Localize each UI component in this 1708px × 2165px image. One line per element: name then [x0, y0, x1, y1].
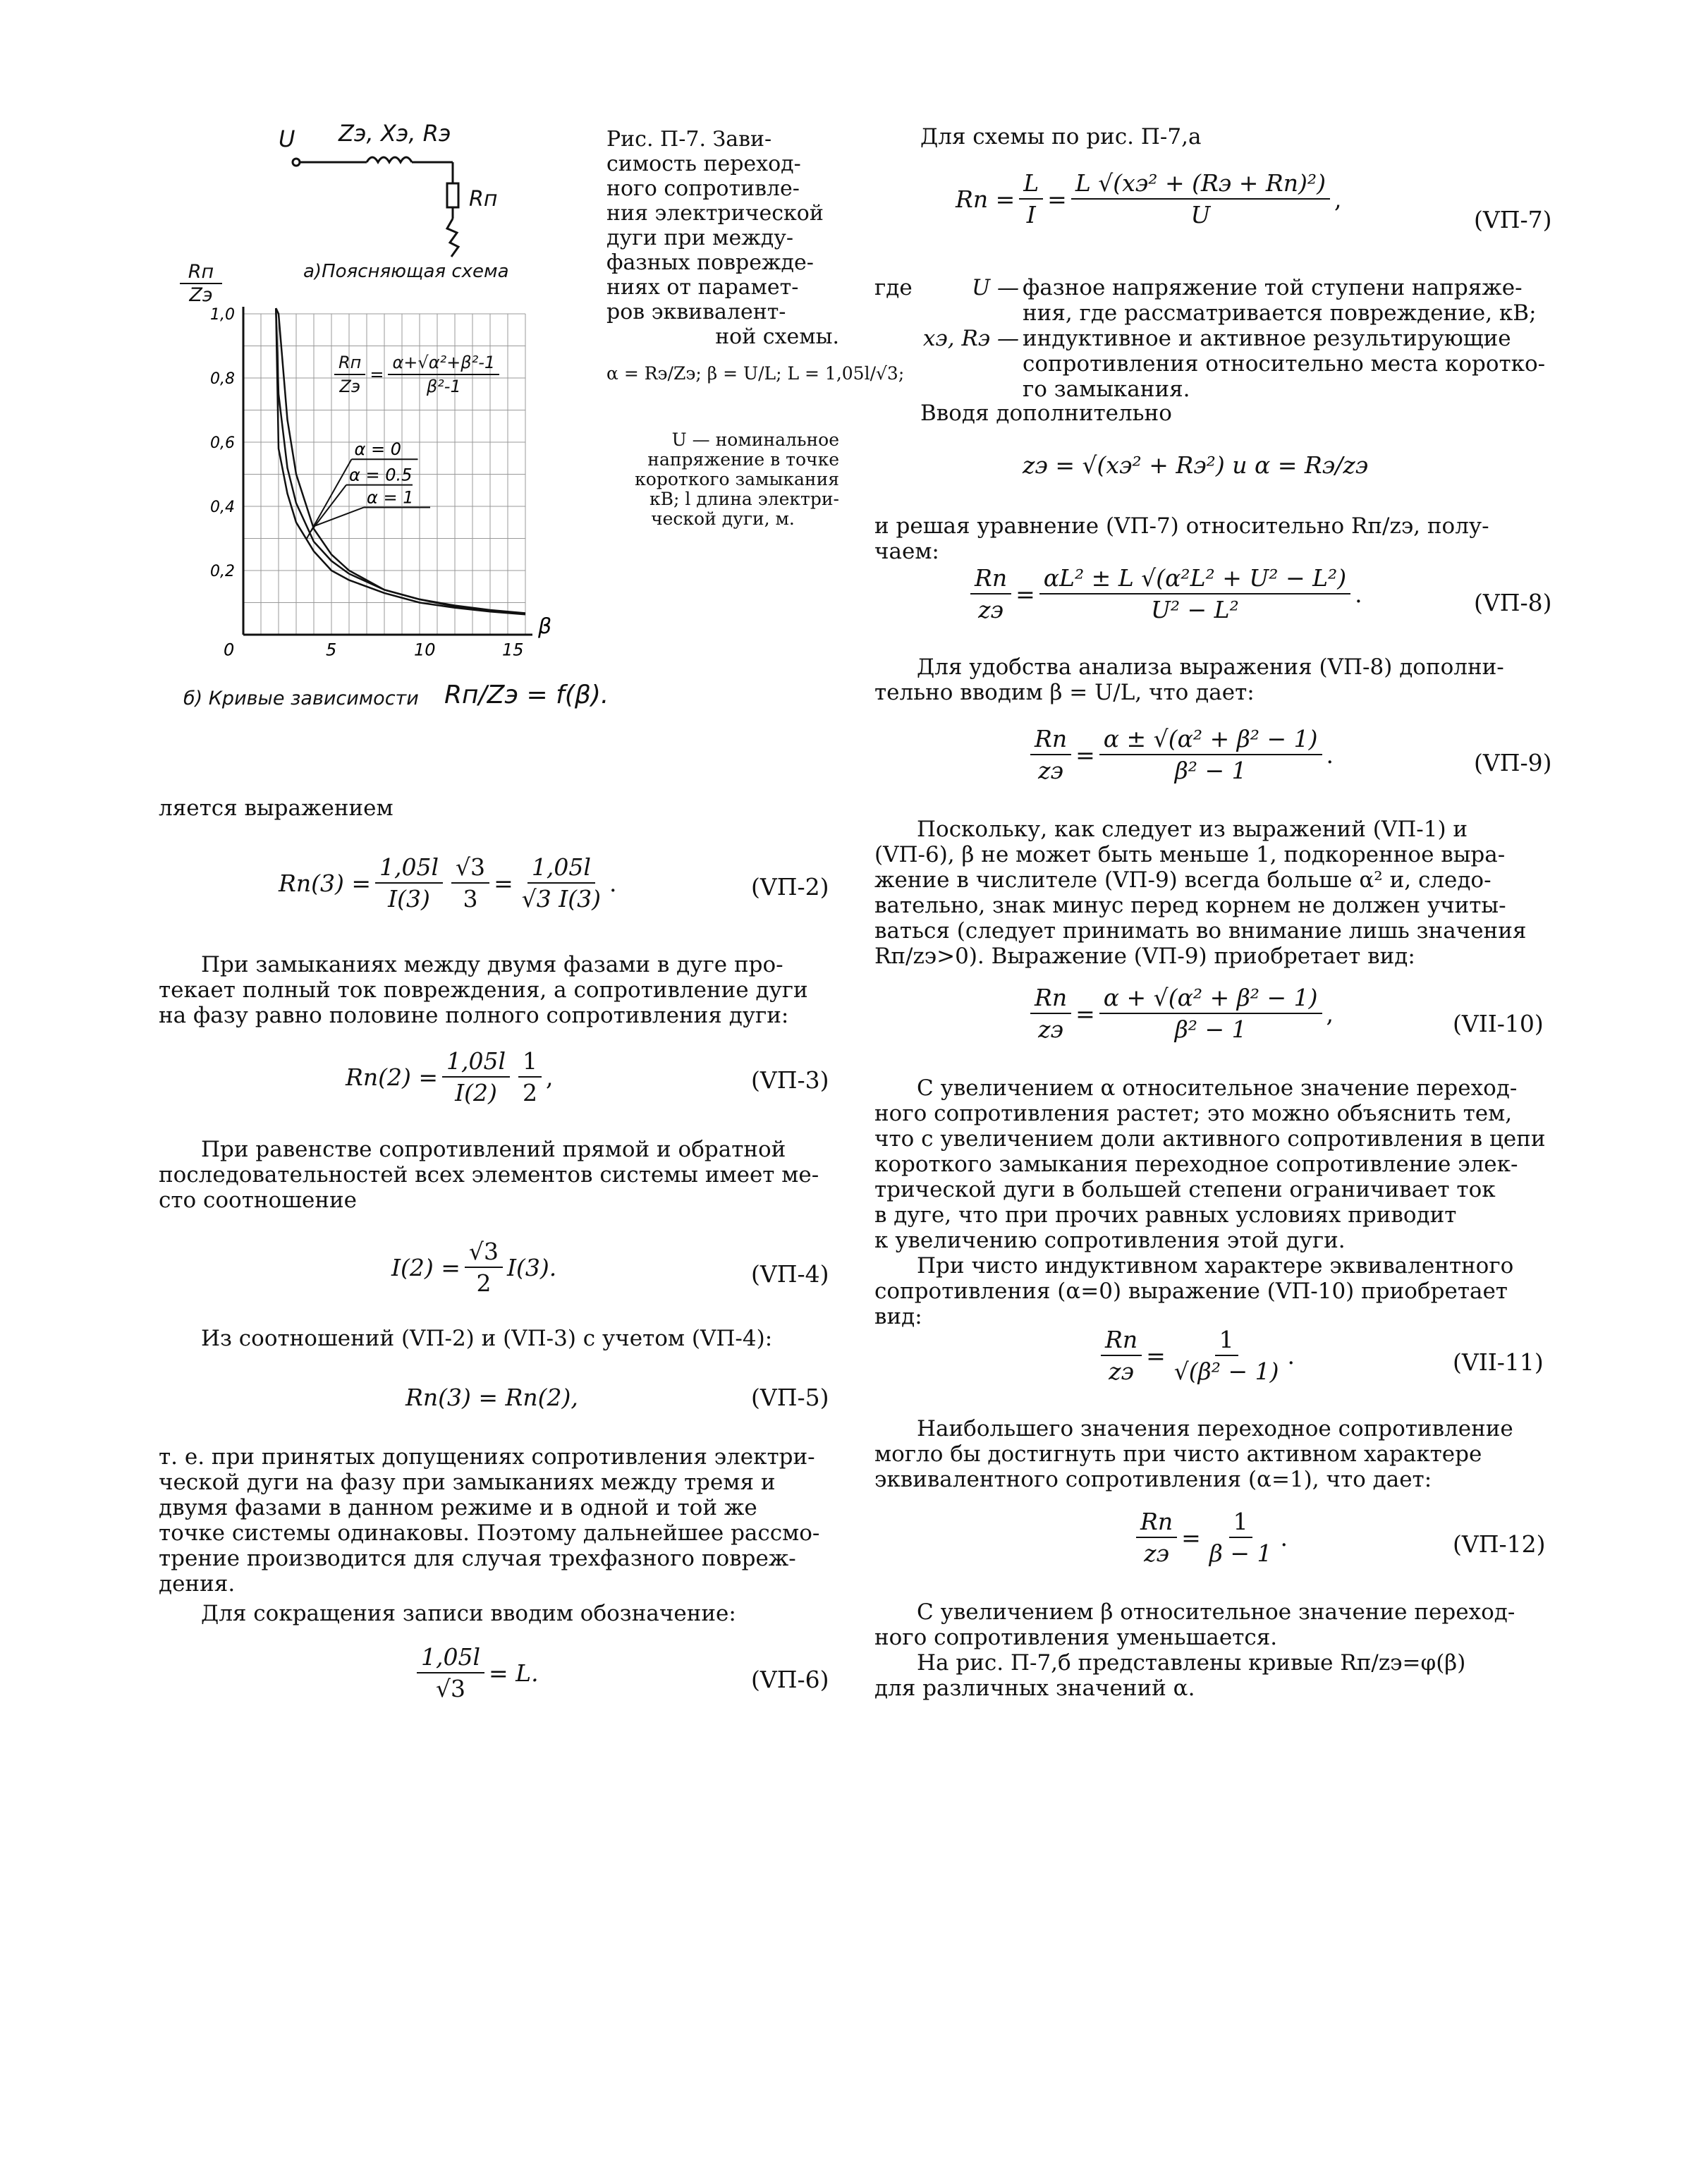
rp-label: Rп	[469, 187, 498, 212]
equation-vp2: Rп(3) = $\frac{1,05l}{I(3)}$ $\frac{√3}{3}$ = $\frac{1,05l}{√3 I(3)}$ .	[279, 853, 617, 913]
paragraph: С увеличением β относительное значение переход- ного сопротивления уменьшается.	[874, 1599, 1515, 1650]
bottom-formula: Rп/Zэ = f(β).	[444, 681, 609, 709]
paragraph: Для схемы по рис. П-7,а	[920, 124, 1202, 150]
caption-line: ного сопротивле-	[606, 176, 800, 201]
caption-line: симость переход-	[606, 152, 801, 176]
equation-number: (VII-10)	[1453, 1010, 1544, 1037]
equation-number: (VП-5)	[751, 1384, 829, 1411]
equation-vp6: $\frac{1,05l}{√3}$ = L.	[413, 1643, 539, 1702]
x-axis-label: β	[538, 614, 552, 639]
caption-line: дуги при между-	[606, 226, 794, 250]
equation-number: (VП-3)	[751, 1066, 829, 1094]
caption-line: ния электрической	[606, 201, 824, 226]
equation-vp4: I(2) = $\frac{√3}{2}$ I(3).	[391, 1238, 557, 1297]
inductor	[367, 157, 412, 162]
caption-line: Рис. П-7. Зави-	[606, 127, 772, 152]
x-tick-label: 15	[502, 640, 524, 660]
equation-number: (VII-11)	[1453, 1348, 1544, 1376]
paragraph: Для удобства анализа выражения (VП-8) дополни- тельно вводим β = U/L, что дает:	[874, 654, 1504, 705]
equation-vp7: Rп = $\frac{L}{I}$ = $\frac{\text{L √(xэ² + (Rэ + Rп)²)}}{U}$ ,	[956, 169, 1342, 228]
arc-resistor	[447, 183, 458, 207]
paragraph: ляется выражением	[159, 795, 394, 821]
equation-vp11: $\frac{Rп}{zэ}$ = $\frac{1}{\text{√(β² − 1)}}$ .	[1097, 1326, 1295, 1385]
paragraph: т. е. при принятых допущениях сопротивления электри- ческой дуги на фазу при замыканиях между тремя и двумя фазами в данном режиме и в одной и той же точке системы одинаковы. Поэтому дальнейшее рассмо- трение производится для случая трехфазного повреж- дения.	[159, 1444, 820, 1597]
caption-defs: α = Rэ/Zэ; β = U/L; L = 1,05l/√3;	[606, 363, 905, 384]
definition: индуктивное и активное результирующие сопротивления относительно места коротко- го замыкания.	[1023, 326, 1546, 402]
equation-number: (VП-12)	[1453, 1530, 1546, 1558]
equation-vp3: Rп(2) = $\frac{1,05l}{I(2)}$ $\frac{1}{2}$ ,	[346, 1047, 554, 1106]
equation-number: (VП-4)	[751, 1260, 829, 1288]
curve-label: α = 0.5	[349, 465, 413, 485]
y-tick-label: 0,2	[210, 563, 235, 580]
y-tick-label: 0,8	[210, 370, 235, 388]
equation-number: (VП-7)	[1474, 206, 1552, 233]
y-tick-label: 0,6	[210, 434, 235, 452]
caption-line: ной схемы.	[715, 324, 839, 349]
chart	[190, 289, 585, 684]
voltage-label: U	[279, 126, 295, 152]
term-u: U —	[972, 275, 1019, 300]
curve-label: α = 1	[367, 487, 414, 508]
paragraph: При чисто индуктивном характере эквивалентного сопротивления (α=0) выражение (VП-10) приобретает вид:	[874, 1253, 1514, 1329]
paragraph: и решая уравнение (VП-7) относительно Rп/zэ, полу- чаем:	[874, 513, 1489, 564]
equation-vp9: $\frac{Rп}{zэ}$ = $\frac{\text{α ± √(α² + β² − 1)}}{\text{β² − 1}}$ .	[1026, 725, 1334, 784]
equation-vp8: $\frac{Rп}{zэ}$ = $\frac{\text{αL² ± L √(α²L² + U² − L²)}}{\text{U² − L²}}$ .	[966, 564, 1362, 623]
paragraph: На рис. П-7,б представлены кривые Rп/zэ=φ(β) для различных значений α.	[874, 1650, 1466, 1701]
paragraph: Вводя дополнительно	[920, 401, 1172, 426]
paragraph: При замыканиях между двумя фазами в дуге про- текает полный ток повреждения, а сопротивление дуги на фазу равно половине полного сопротивления дуги:	[159, 952, 808, 1028]
source-terminal	[293, 159, 300, 166]
paragraph: Наибольшего значения переходное сопротивление могло бы достигнуть при чисто активном характере эквивалентного сопротивления (α=1), что дает:	[874, 1416, 1513, 1492]
chart-formula: $\frac{Rп}{Zэ}$ = $\frac{\text{α+√α²+β²-1}}{\text{β²-1}}$	[330, 353, 504, 396]
impedance-label: Zэ, Xэ, Rэ	[338, 120, 451, 147]
arc-symbol	[447, 219, 458, 257]
equation-vp10: $\frac{Rп}{zэ}$ = $\frac{\text{α + √(α² + β² − 1)}}{\text{β² − 1}}$ ,	[1026, 984, 1334, 1043]
bottom-caption: б) Кривые зависимости	[183, 688, 419, 709]
equation-number: (VП-8)	[1474, 589, 1552, 616]
equation-vp5: Rп(3) = Rп(2),	[405, 1384, 578, 1411]
scheme-caption: а)Поясняющая схема	[303, 261, 509, 282]
paragraph: Поскольку, как следует из выражений (VП-1) и (VП-6), β не может быть меньше 1, подкоренное выра- жение в числителе (VП-9) всегда больше α² и, следо- вательно, знак минус перед корнем не должен учиты- ваться (следует принимать во внимание лишь значения Rп/zэ>0). Выражение (VП-9) приобретает вид:	[874, 817, 1527, 969]
y-tick-label: 1,0	[210, 306, 235, 324]
term-xe-re: xэ, Rэ —	[922, 326, 1019, 351]
equation-ze: zэ = √(xэ² + Rэ²) и α = Rэ/zэ	[1023, 451, 1369, 479]
x-tick-label: 0	[224, 640, 235, 660]
caption-line: ров эквивалент-	[606, 300, 786, 324]
paragraph: Для сокращения записи вводим обозначение:	[201, 1601, 736, 1626]
x-tick-label: 5	[326, 640, 337, 660]
where-label: где	[874, 275, 913, 300]
curve-label: α = 0	[354, 439, 401, 460]
equation-number: (VП-2)	[751, 873, 829, 901]
paragraph: При равенстве сопротивлений прямой и обратной последовательностей всех элементов системы имеет ме- сто соотношение	[159, 1137, 819, 1213]
paragraph: Из соотношений (VП-2) и (VП-3) с учетом (VП-4):	[201, 1326, 773, 1351]
y-axis-label: Rп Zэ	[180, 261, 222, 306]
x-tick-label: 10	[414, 640, 436, 660]
equation-number: (VП-9)	[1474, 749, 1552, 776]
definition: фазное напряжение той ступени напряже- ния, где рассматривается повреждение, кВ;	[1023, 275, 1537, 326]
figure-caption	[606, 127, 839, 349]
caption-line: ниях от парамет-	[606, 275, 799, 300]
equation-vp12: $\frac{Rп}{zэ}$ = $\frac{1}{\beta - 1}$ .	[1132, 1508, 1288, 1567]
caption-line: фазных поврежде-	[606, 250, 814, 275]
y-tick-label: 0,4	[210, 499, 235, 516]
equation-number: (VП-6)	[751, 1666, 829, 1693]
paragraph: С увеличением α относительное значение переход- ного сопротивления растет; это можно объяснить тем, что с увеличением доли активного сопротивления в цепи короткого замыкания переходное сопротивление элек- трической дуги в большей степени ограничивает ток в дуге, что при прочих равных условиях приводит к увеличению сопротивления этой дуги.	[874, 1075, 1546, 1253]
caption-note: U — номинальное напряжение в точке короткого замыкания кВ; l длина электри- ческой дуги, м.	[635, 429, 839, 529]
